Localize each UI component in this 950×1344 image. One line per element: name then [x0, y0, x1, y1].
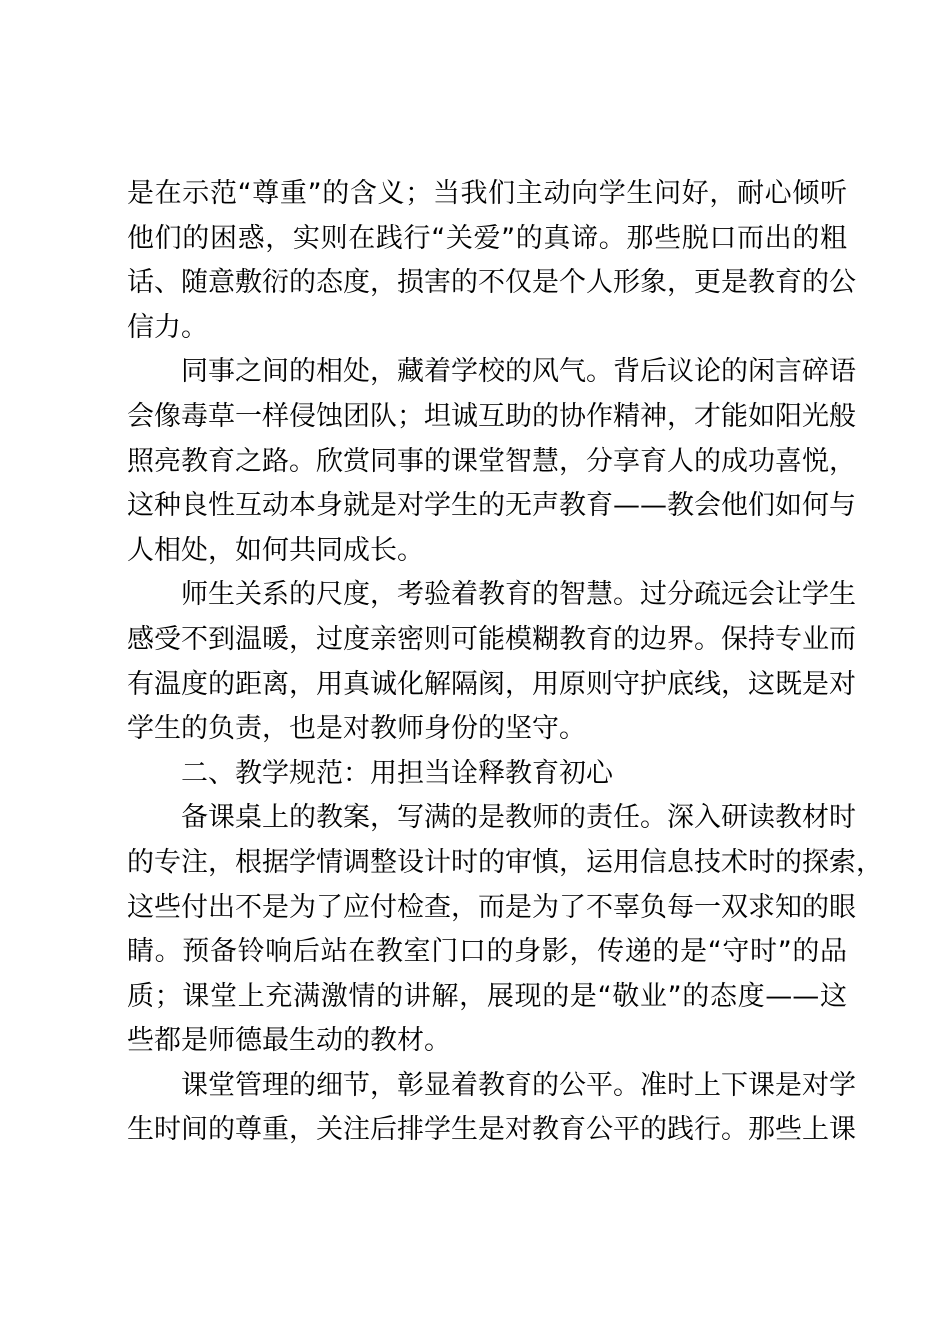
text-line: 学生的负责，也是对教师身份的坚守。	[127, 713, 586, 745]
paragraph-classroom-management	[127, 1064, 856, 1153]
text-line: 这些付出不是为了应付检查，而是为了不辜负每一双求知的眼	[127, 891, 856, 923]
text-line: 这种良性互动本身就是对学生的无声教育——教会他们如何与	[127, 490, 856, 522]
text-line: 备课桌上的教案，写满的是教师的责任。深入研读教材时	[181, 802, 856, 834]
text-line: 是在示范“尊重”的含义；当我们主动向学生问好，耐心倾听	[127, 178, 847, 209]
text-line: 生时间的尊重，关注后排学生是对教育公平的践行。那些上课	[127, 1114, 856, 1146]
document-body	[127, 172, 883, 1153]
text-line: 信力。	[127, 311, 208, 343]
text-line: 些都是师德最生动的教材。	[127, 1025, 451, 1057]
paragraph-colleagues	[127, 350, 856, 573]
text-line: 会像毒草一样侵蚀团队；坦诚互助的协作精神，才能如阳光般	[127, 400, 856, 432]
text-line: 有温度的距离，用真诚化解隔阂，用原则守护底线，这既是对	[127, 668, 856, 700]
text-line: 课堂管理的细节，彰显着教育的公平。准时上下课是对学	[181, 1069, 856, 1101]
text-line: 他们的困惑，实则在践行“关爱”的真谛。那些脱口而出的粗	[127, 222, 847, 254]
text-line: 质；课堂上充满激情的讲解，展现的是“敬业”的态度——这	[127, 980, 847, 1012]
text-line: 感受不到温暖，过度亲密则可能模糊教育的边界。保持专业而	[127, 623, 856, 655]
paragraph-respect-care	[127, 172, 856, 350]
text-line: 睛。预备铃响后站在教室门口的身影，传递的是“守时”的品	[127, 936, 847, 968]
text-line: 的专注，根据学情调整设计时的审慎，运用信息技术时的探索，	[127, 846, 883, 878]
paragraph-lesson-prep	[127, 796, 883, 1064]
text-line: 人相处，如何共同成长。	[127, 534, 424, 566]
text-line: 同事之间的相处，藏着学校的风气。背后议论的闲言碎语	[181, 356, 856, 388]
text-line: 师生关系的尺度，考验着教育的智慧。过分疏远会让学生	[181, 579, 856, 611]
section-heading-teaching-norms	[127, 752, 847, 797]
heading-text: 二、教学规范：用担当诠释教育初心	[181, 757, 613, 789]
text-line: 话、随意敷衍的态度，损害的不仅是个人形象，更是教育的公	[127, 267, 856, 299]
paragraph-teacher-student	[127, 573, 856, 751]
text-line: 照亮教育之路。欣赏同事的课堂智慧，分享育人的成功喜悦，	[127, 445, 856, 477]
